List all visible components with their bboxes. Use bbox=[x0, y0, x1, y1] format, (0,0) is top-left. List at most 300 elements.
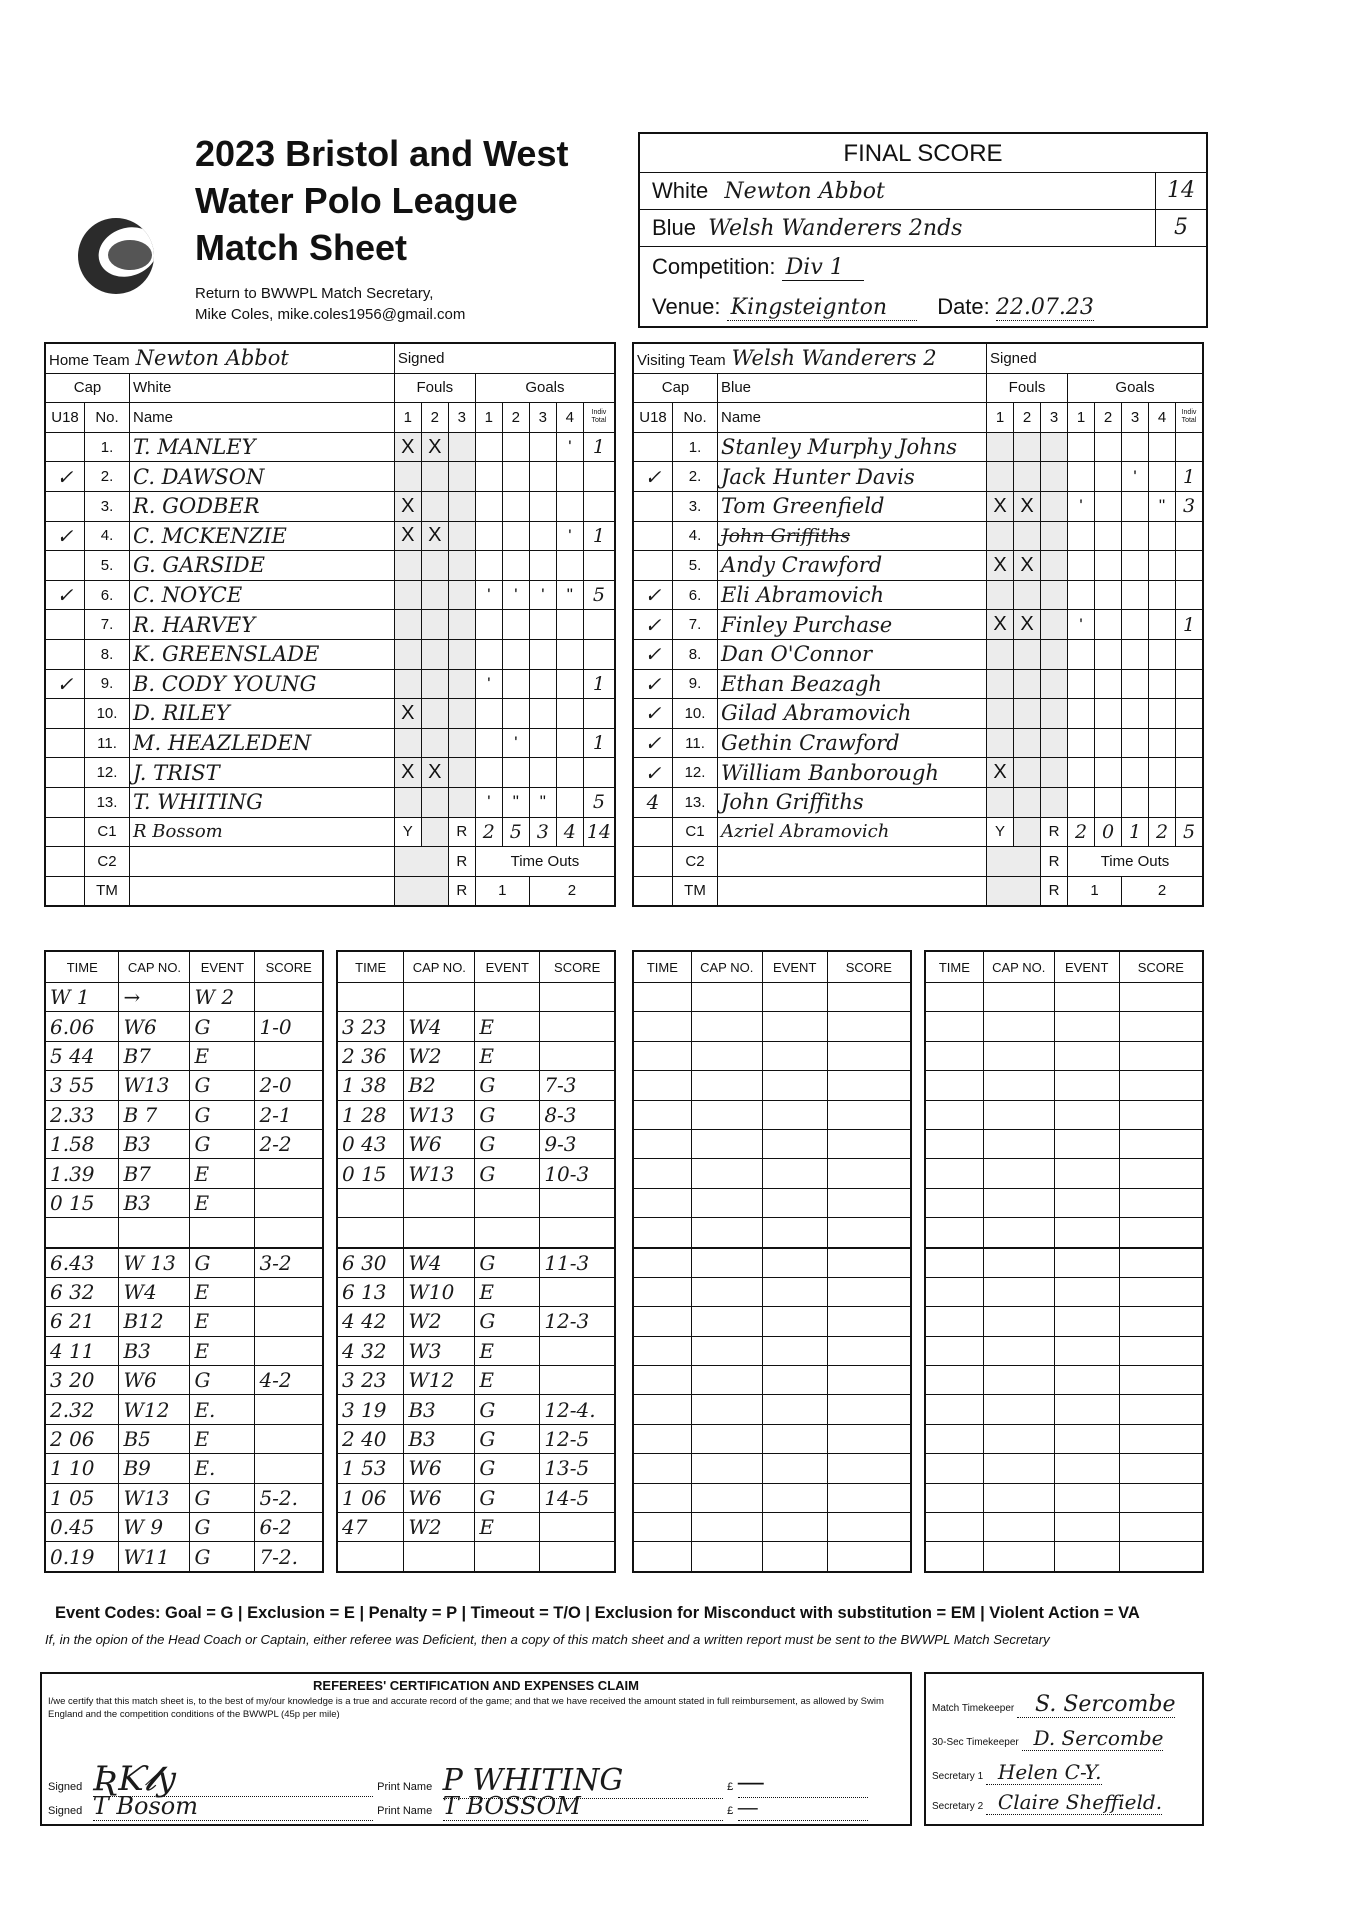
player-foul bbox=[1041, 521, 1068, 551]
log-event-header: EVENT bbox=[1054, 951, 1119, 983]
title-line-2: Water Polo League bbox=[195, 180, 518, 221]
home-team-name: Newton Abbot bbox=[135, 346, 289, 371]
player-number: 3. bbox=[673, 491, 718, 521]
log-event bbox=[475, 983, 540, 1012]
log-score bbox=[255, 1188, 323, 1217]
coach1-blank bbox=[633, 817, 673, 847]
player-name: C. MCKENZIE bbox=[130, 521, 395, 551]
log-cap-no: W2 bbox=[404, 1041, 475, 1070]
log-time: 47 bbox=[337, 1513, 404, 1542]
coach1-row bbox=[45, 817, 615, 847]
player-goal-tally: ' bbox=[529, 580, 556, 610]
quarter-goals: 1 bbox=[1122, 817, 1149, 847]
goal-col-header: 3 bbox=[1122, 403, 1149, 433]
player-u18: ✓ bbox=[45, 521, 85, 551]
player-goal-tally bbox=[502, 521, 529, 551]
player-foul bbox=[448, 758, 475, 788]
log-row bbox=[337, 1483, 615, 1512]
log-row bbox=[925, 1218, 1203, 1248]
log-score bbox=[255, 1424, 323, 1453]
timeout-2-label: 2 bbox=[1122, 876, 1204, 906]
player-goal-tally bbox=[556, 669, 583, 699]
player-name: Gilad Abramovich bbox=[718, 699, 987, 729]
log-row bbox=[633, 1129, 911, 1158]
log-row bbox=[633, 1395, 911, 1424]
goal-col-header: 2 bbox=[1095, 403, 1122, 433]
log-score bbox=[827, 1041, 911, 1070]
log-row bbox=[45, 1336, 323, 1365]
log-time: W 1 bbox=[45, 983, 119, 1012]
log-event bbox=[1054, 1454, 1119, 1483]
red-card-label: R bbox=[1041, 817, 1068, 847]
player-u18: ✓ bbox=[633, 610, 673, 640]
log-row bbox=[633, 1483, 911, 1512]
log-header-row bbox=[45, 951, 323, 983]
player-goal-tally bbox=[1095, 462, 1122, 492]
player-goal-total bbox=[1176, 521, 1204, 551]
player-number: 8. bbox=[673, 639, 718, 669]
player-foul bbox=[987, 432, 1014, 462]
goal-col-header: 2 bbox=[502, 403, 529, 433]
log-score: 2-1 bbox=[255, 1100, 323, 1129]
sec30-timekeeper-row bbox=[932, 1726, 1194, 1750]
player-goal-total bbox=[1176, 699, 1204, 729]
secretary1-label: Secretary 1 bbox=[932, 1771, 984, 1782]
log-event: G bbox=[475, 1395, 540, 1424]
log-time bbox=[633, 1159, 691, 1188]
log-event: G bbox=[190, 1513, 255, 1542]
log-score: 10-3 bbox=[540, 1159, 615, 1188]
log-time: 6.06 bbox=[45, 1012, 119, 1041]
player-foul bbox=[421, 787, 448, 817]
log-score bbox=[827, 1277, 911, 1306]
log-row bbox=[925, 1071, 1203, 1100]
venue-label: Venue: bbox=[652, 294, 721, 319]
log-row bbox=[45, 1366, 323, 1395]
match-timekeeper-value: S. Sercombe bbox=[1017, 1692, 1175, 1718]
log-time bbox=[633, 1395, 691, 1424]
log-time: 2.32 bbox=[45, 1395, 119, 1424]
log-event bbox=[762, 1395, 827, 1424]
player-goal-total bbox=[583, 699, 615, 729]
log-cap-no bbox=[983, 1100, 1054, 1129]
log-cap-no: B 7 bbox=[119, 1100, 190, 1129]
coach1-name: Azriel Abramovich bbox=[718, 817, 987, 847]
player-row bbox=[633, 432, 1203, 462]
log-score: 1-0 bbox=[255, 1012, 323, 1041]
player-foul bbox=[1014, 462, 1041, 492]
fouls-header: Fouls bbox=[987, 373, 1068, 403]
player-goal-total bbox=[1176, 669, 1204, 699]
player-number: 9. bbox=[85, 669, 130, 699]
player-name: C. DAWSON bbox=[130, 462, 395, 492]
player-foul bbox=[1014, 669, 1041, 699]
log-score bbox=[1119, 1248, 1203, 1278]
player-number: 9. bbox=[673, 669, 718, 699]
player-foul bbox=[1041, 728, 1068, 758]
log-time bbox=[633, 983, 691, 1012]
log-row bbox=[337, 1542, 615, 1572]
log-event bbox=[475, 1542, 540, 1572]
player-name: Tom Greenfield bbox=[718, 491, 987, 521]
log-time bbox=[633, 1100, 691, 1129]
player-number: 1. bbox=[85, 432, 130, 462]
player-row bbox=[45, 610, 615, 640]
player-goal-total: 1 bbox=[583, 669, 615, 699]
log-cap-no: W4 bbox=[404, 1012, 475, 1041]
referee-certification bbox=[40, 1672, 912, 1826]
player-number: 8. bbox=[85, 639, 130, 669]
player-foul bbox=[1014, 728, 1041, 758]
log-score bbox=[255, 1041, 323, 1070]
player-name: C. NOYCE bbox=[130, 580, 395, 610]
log-cap-no bbox=[691, 1188, 762, 1217]
league-logo bbox=[78, 218, 154, 294]
player-foul bbox=[421, 728, 448, 758]
log-score bbox=[1119, 1071, 1203, 1100]
player-goal-tally bbox=[1149, 462, 1176, 492]
tm-row bbox=[45, 876, 615, 906]
player-u18: ✓ bbox=[633, 462, 673, 492]
player-goal-total: 5 bbox=[583, 580, 615, 610]
log-score bbox=[827, 1424, 911, 1453]
player-goal-total bbox=[1176, 728, 1204, 758]
log-event bbox=[762, 1542, 827, 1572]
log-cap-no bbox=[983, 1218, 1054, 1248]
log-time bbox=[925, 983, 983, 1012]
log-event: G bbox=[190, 1366, 255, 1395]
white-final-score: 14 bbox=[1155, 173, 1206, 209]
log-event bbox=[762, 1129, 827, 1158]
player-row bbox=[633, 462, 1203, 492]
player-u18: ✓ bbox=[45, 462, 85, 492]
log-time bbox=[633, 1307, 691, 1336]
log-event: G bbox=[475, 1159, 540, 1188]
log-time bbox=[925, 1454, 983, 1483]
player-goal-tally bbox=[1122, 669, 1149, 699]
log-row bbox=[925, 1424, 1203, 1453]
cap-header: Cap bbox=[45, 373, 130, 403]
log-score bbox=[827, 1542, 911, 1572]
log-score bbox=[827, 1395, 911, 1424]
log-time bbox=[337, 983, 404, 1012]
player-goal-tally bbox=[1122, 551, 1149, 581]
log-event-header: EVENT bbox=[762, 951, 827, 983]
player-goal-tally bbox=[502, 432, 529, 462]
log-time bbox=[633, 1454, 691, 1483]
log-time bbox=[633, 1336, 691, 1365]
log-event bbox=[1054, 1395, 1119, 1424]
player-foul bbox=[1041, 610, 1068, 640]
log-row bbox=[633, 1424, 911, 1453]
log-cap-no bbox=[983, 1041, 1054, 1070]
log-time bbox=[633, 1542, 691, 1572]
log-cap-header: CAP NO. bbox=[119, 951, 190, 983]
log-cap-no: W4 bbox=[119, 1277, 190, 1306]
player-foul bbox=[394, 787, 421, 817]
log-cap-no: B12 bbox=[119, 1307, 190, 1336]
white-team-name: Newton Abbot bbox=[724, 179, 885, 204]
player-row bbox=[45, 787, 615, 817]
log-score: 11-3 bbox=[540, 1248, 615, 1278]
player-foul bbox=[987, 521, 1014, 551]
log-event bbox=[762, 1218, 827, 1248]
log-event: G bbox=[475, 1071, 540, 1100]
player-goal-tally bbox=[529, 432, 556, 462]
log-score bbox=[827, 1100, 911, 1129]
player-goal-tally bbox=[475, 521, 502, 551]
log-time bbox=[925, 1424, 983, 1453]
home-team-label: Home Team bbox=[49, 352, 130, 370]
log-time: 2.33 bbox=[45, 1100, 119, 1129]
date-value: 22.07.23 bbox=[995, 295, 1094, 320]
log-score bbox=[255, 983, 323, 1012]
player-goal-tally bbox=[475, 551, 502, 581]
name-header: Name bbox=[718, 403, 987, 433]
player-goal-tally bbox=[502, 639, 529, 669]
log-event: E bbox=[190, 1188, 255, 1217]
player-foul bbox=[394, 639, 421, 669]
log-cap-no bbox=[983, 1513, 1054, 1542]
log-event bbox=[762, 1188, 827, 1217]
player-u18: ✓ bbox=[633, 728, 673, 758]
log-event: G bbox=[190, 1483, 255, 1512]
log-cap-no bbox=[691, 1366, 762, 1395]
player-goal-tally bbox=[1122, 521, 1149, 551]
final-score-heading: FINAL SCORE bbox=[640, 134, 1206, 173]
log-row bbox=[925, 1483, 1203, 1512]
log-time: 2 40 bbox=[337, 1424, 404, 1453]
ref-cert-text: I/we certify that this match sheet is, to the best of my/our knowledge is a true and accurate record of the game; and that we have received the amount stated in full reimbursement, as allowed by Swim England and the competition conditions of the BWWPL (45p per mile) bbox=[48, 1696, 884, 1720]
log-time: 1.58 bbox=[45, 1129, 119, 1158]
player-goal-tally bbox=[1095, 610, 1122, 640]
log-event: W 2 bbox=[190, 983, 255, 1012]
player-foul bbox=[987, 699, 1014, 729]
log-row bbox=[337, 1277, 615, 1306]
log-score bbox=[827, 1248, 911, 1278]
log-cap-no bbox=[404, 1188, 475, 1217]
log-time bbox=[925, 1483, 983, 1512]
log-score bbox=[540, 1542, 615, 1572]
player-foul bbox=[1041, 699, 1068, 729]
log-score: 2-2 bbox=[255, 1129, 323, 1158]
cap-header: Cap bbox=[633, 373, 718, 403]
log-score bbox=[255, 1454, 323, 1483]
player-foul: X bbox=[1014, 551, 1041, 581]
log-time: 4 11 bbox=[45, 1336, 119, 1365]
log-cap-no bbox=[691, 1129, 762, 1158]
coach2-blank bbox=[633, 847, 673, 877]
log-cap-no: W4 bbox=[404, 1248, 475, 1278]
log-event: E bbox=[475, 1513, 540, 1542]
log-time bbox=[925, 1366, 983, 1395]
log-row bbox=[337, 1336, 615, 1365]
log-time bbox=[925, 1100, 983, 1129]
no-header: No. bbox=[673, 403, 718, 433]
player-goal-tally bbox=[1095, 639, 1122, 669]
team-subheader-row bbox=[633, 373, 1203, 403]
player-foul: X bbox=[987, 758, 1014, 788]
log-event: G bbox=[475, 1100, 540, 1129]
away-team-label: Visiting Team bbox=[637, 352, 726, 370]
log-time bbox=[633, 1129, 691, 1158]
player-foul: X bbox=[394, 491, 421, 521]
log-time bbox=[925, 1012, 983, 1041]
log-event bbox=[762, 1307, 827, 1336]
log-cap-no bbox=[691, 1159, 762, 1188]
log-score: 13-5 bbox=[540, 1454, 615, 1483]
title-line-3: Match Sheet bbox=[195, 227, 408, 268]
log-score bbox=[255, 1159, 323, 1188]
log-row bbox=[337, 983, 615, 1012]
player-foul bbox=[1041, 787, 1068, 817]
player-foul bbox=[394, 580, 421, 610]
player-u18: ✓ bbox=[45, 580, 85, 610]
log-cap-no bbox=[983, 1307, 1054, 1336]
coach2-name bbox=[718, 847, 987, 877]
player-goal-tally bbox=[556, 551, 583, 581]
player-goal-tally: ' bbox=[475, 580, 502, 610]
player-goal-tally bbox=[502, 491, 529, 521]
player-foul bbox=[1041, 551, 1068, 581]
competition-label: Competition: bbox=[652, 254, 776, 279]
player-name: Ethan Beazagh bbox=[718, 669, 987, 699]
log-row bbox=[45, 1424, 323, 1453]
player-u18 bbox=[45, 639, 85, 669]
player-goal-tally bbox=[502, 462, 529, 492]
event-log-3 bbox=[632, 950, 912, 1573]
title-line-1: 2023 Bristol and West bbox=[195, 133, 569, 174]
indiv-total-header: Indiv Total bbox=[1176, 403, 1204, 433]
log-event bbox=[475, 1188, 540, 1217]
team-header-row bbox=[633, 343, 1203, 373]
player-row bbox=[45, 728, 615, 758]
log-row bbox=[925, 1454, 1203, 1483]
away-team-table bbox=[632, 342, 1204, 907]
log-cap-no bbox=[404, 1218, 475, 1248]
player-row bbox=[45, 758, 615, 788]
player-goal-tally bbox=[1149, 521, 1176, 551]
player-row bbox=[633, 728, 1203, 758]
log-score bbox=[827, 1129, 911, 1158]
u18-header: U18 bbox=[45, 403, 85, 433]
log-row bbox=[337, 1071, 615, 1100]
log-score bbox=[1119, 1395, 1203, 1424]
log-time bbox=[925, 1129, 983, 1158]
player-name: Stanley Murphy Johns bbox=[718, 432, 987, 462]
log-event: E bbox=[475, 1041, 540, 1070]
player-goal-tally bbox=[529, 669, 556, 699]
tm-red-label: R bbox=[1041, 876, 1068, 906]
player-row bbox=[45, 432, 615, 462]
player-foul bbox=[421, 551, 448, 581]
player-number: 12. bbox=[673, 758, 718, 788]
ref1-print-name: P WHITING bbox=[443, 1763, 723, 1799]
log-cap-no bbox=[983, 1336, 1054, 1365]
log-score-header: SCORE bbox=[540, 951, 615, 983]
log-cap-no: → bbox=[119, 983, 190, 1012]
coach1-label: C1 bbox=[85, 817, 130, 847]
log-cap-no: W13 bbox=[119, 1071, 190, 1100]
player-foul: X bbox=[394, 432, 421, 462]
log-time bbox=[633, 1012, 691, 1041]
player-number: 12. bbox=[85, 758, 130, 788]
player-goal-tally bbox=[1095, 787, 1122, 817]
log-row bbox=[925, 1307, 1203, 1336]
log-row bbox=[925, 1248, 1203, 1278]
log-cap-no bbox=[691, 1307, 762, 1336]
log-row bbox=[45, 1041, 323, 1070]
log-cap-no: W6 bbox=[119, 1366, 190, 1395]
player-goal-total bbox=[1176, 580, 1204, 610]
player-goal-tally bbox=[1095, 669, 1122, 699]
player-u18 bbox=[633, 432, 673, 462]
log-cap-no bbox=[691, 983, 762, 1012]
log-time bbox=[633, 1366, 691, 1395]
player-foul bbox=[421, 639, 448, 669]
log-time: 5 44 bbox=[45, 1041, 119, 1070]
quarter-goals: 2 bbox=[1068, 817, 1095, 847]
log-score: 5-2. bbox=[255, 1483, 323, 1512]
player-name: John Griffiths bbox=[718, 521, 987, 551]
log-score bbox=[1119, 1513, 1203, 1542]
player-goal-tally bbox=[1149, 551, 1176, 581]
log-event: G bbox=[475, 1424, 540, 1453]
no-header: No. bbox=[85, 403, 130, 433]
venue-row bbox=[640, 287, 1206, 327]
log-score bbox=[827, 1336, 911, 1365]
log-time-header: TIME bbox=[45, 951, 119, 983]
log-event bbox=[762, 1336, 827, 1365]
log-event: E bbox=[190, 1336, 255, 1365]
player-number: 3. bbox=[85, 491, 130, 521]
log-row bbox=[925, 1336, 1203, 1365]
player-goal-tally bbox=[1122, 758, 1149, 788]
log-cap-no: W2 bbox=[404, 1513, 475, 1542]
log-row bbox=[925, 1366, 1203, 1395]
log-time: 1 28 bbox=[337, 1100, 404, 1129]
log-row bbox=[633, 1248, 911, 1278]
log-event bbox=[1054, 1277, 1119, 1306]
player-number: 2. bbox=[85, 462, 130, 492]
fouls-header: Fouls bbox=[394, 373, 475, 403]
player-foul bbox=[1041, 462, 1068, 492]
blue-score-row bbox=[640, 210, 1206, 247]
coach2-blank bbox=[45, 847, 85, 877]
player-goal-tally bbox=[529, 728, 556, 758]
player-name: Gethin Crawford bbox=[718, 728, 987, 758]
log-score bbox=[540, 1336, 615, 1365]
player-u18 bbox=[45, 758, 85, 788]
player-foul bbox=[394, 669, 421, 699]
player-name: M. HEAZLEDEN bbox=[130, 728, 395, 758]
log-time-header: TIME bbox=[633, 951, 691, 983]
player-foul bbox=[448, 728, 475, 758]
log-cap-no: W11 bbox=[119, 1542, 190, 1572]
log-cap-no bbox=[983, 1366, 1054, 1395]
log-time: 6 32 bbox=[45, 1277, 119, 1306]
log-time: 1 05 bbox=[45, 1483, 119, 1512]
player-goal-tally bbox=[529, 551, 556, 581]
log-time bbox=[633, 1277, 691, 1306]
timekeepers-box bbox=[924, 1672, 1204, 1826]
competition-row bbox=[640, 247, 1206, 287]
player-goal-tally bbox=[1149, 728, 1176, 758]
player-goal-tally: ' bbox=[502, 580, 529, 610]
yellow-card-label: Y bbox=[394, 817, 421, 847]
signed-label-1: Signed bbox=[48, 1781, 83, 1793]
log-event bbox=[762, 1277, 827, 1306]
